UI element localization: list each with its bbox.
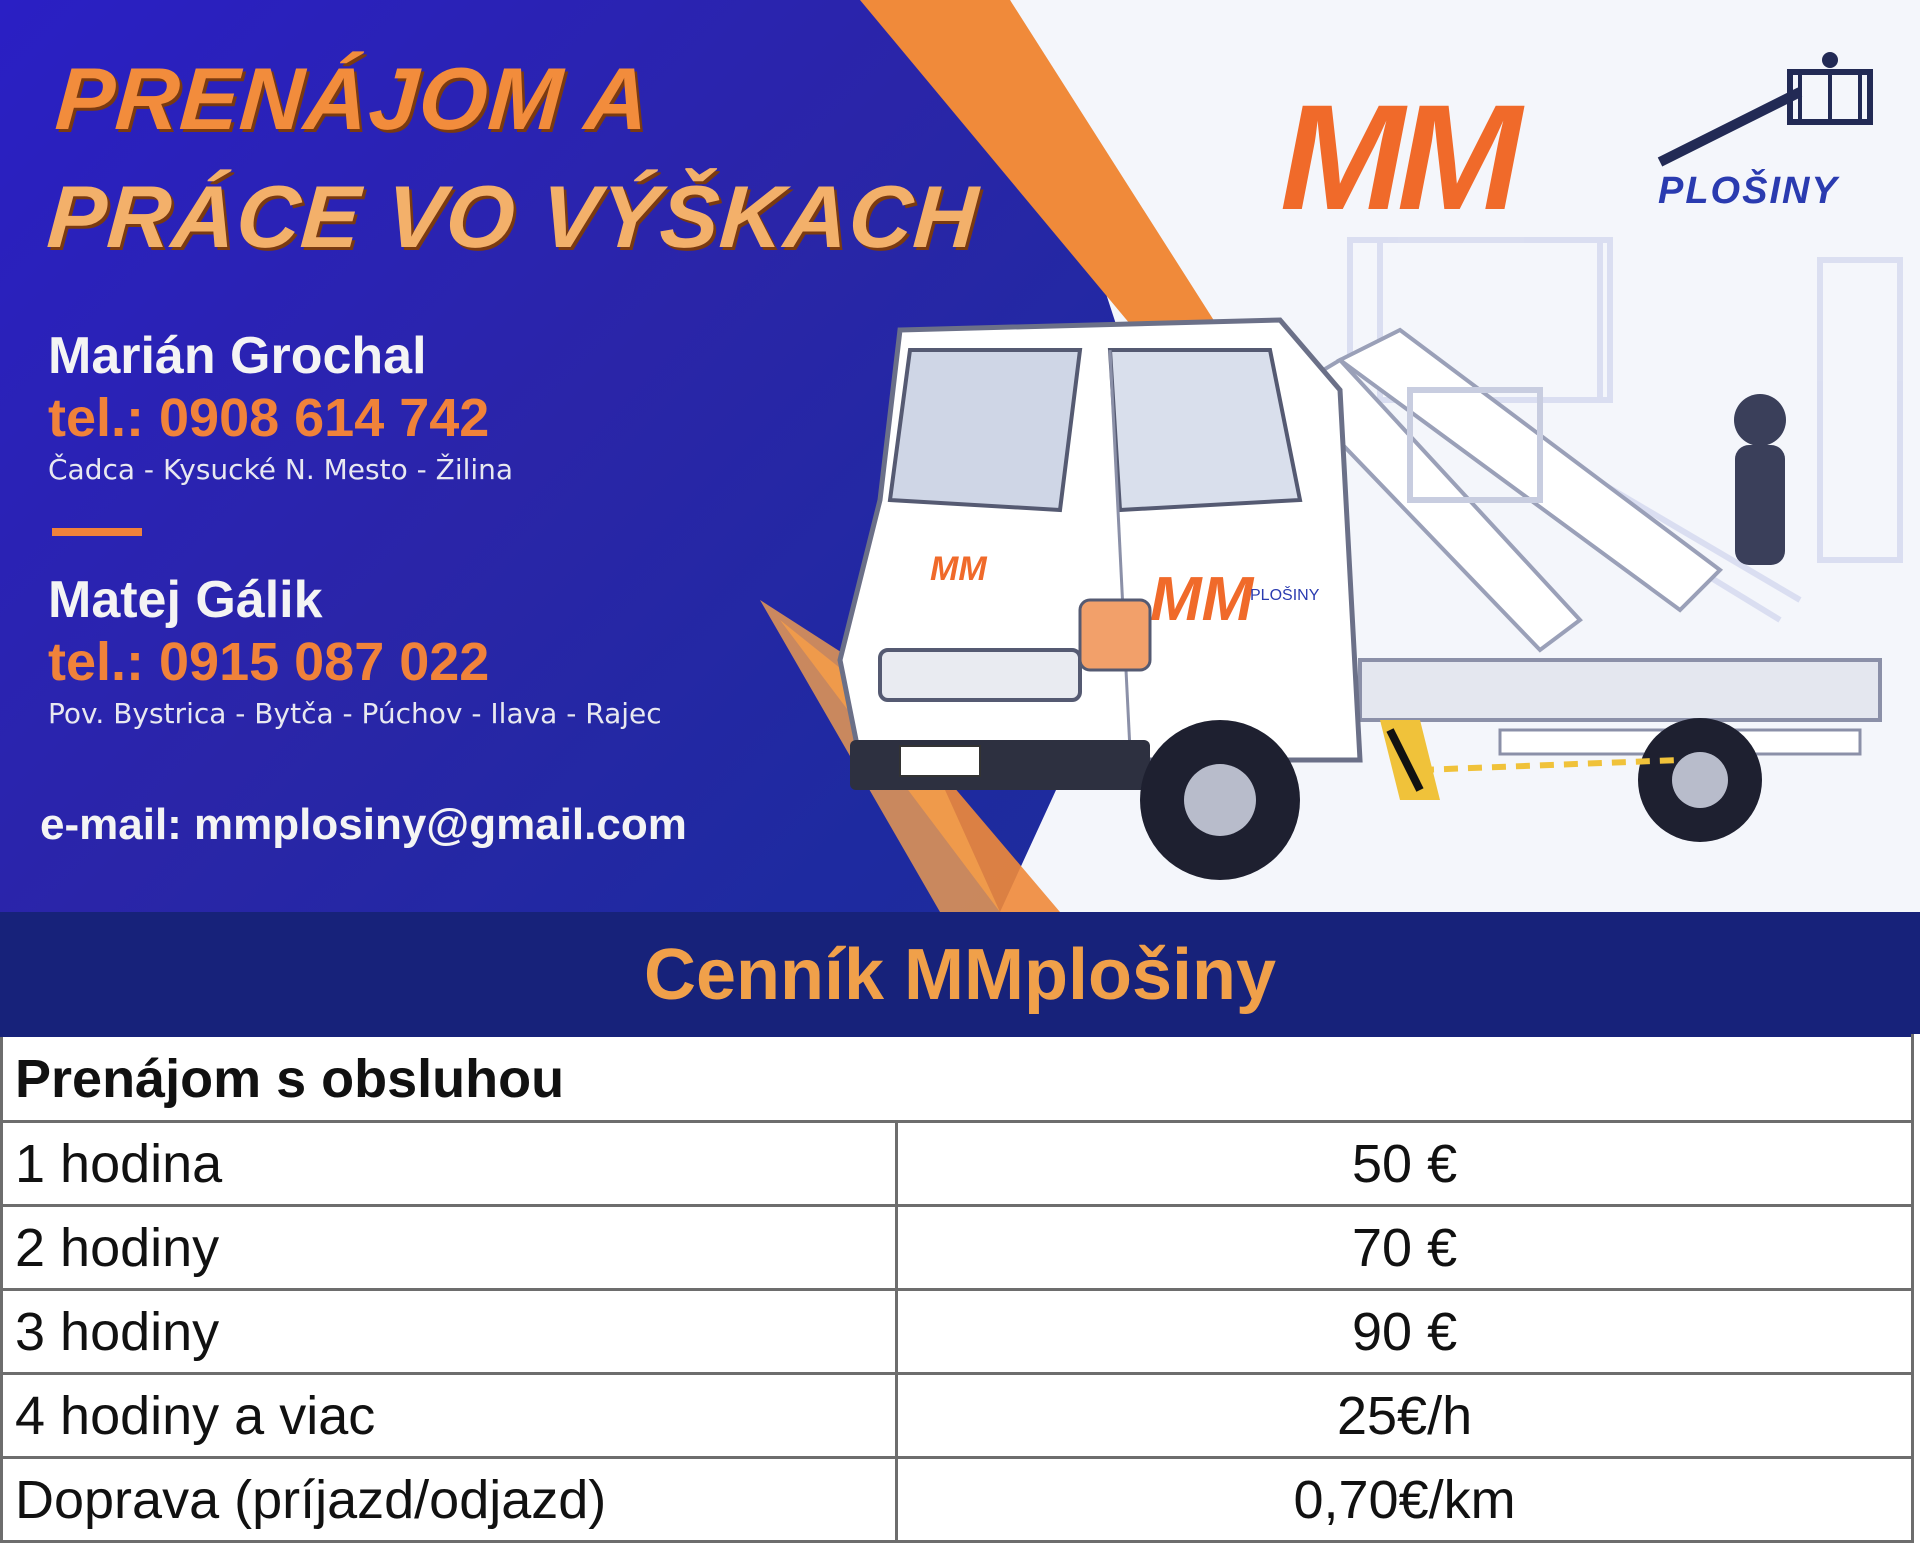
row-label: Doprava (príjazd/odjazd) bbox=[2, 1458, 897, 1542]
row-price: 70 € bbox=[897, 1206, 1913, 1290]
contact-block-1 bbox=[48, 326, 513, 490]
email-link[interactable]: e-mail: mmplosiny@gmail.com bbox=[40, 800, 687, 849]
lift-platform-icon bbox=[1650, 52, 1880, 172]
row-label: 2 hodiny bbox=[2, 1206, 897, 1290]
headline-line-1: PRENÁJOM A bbox=[52, 49, 654, 148]
table-row bbox=[2, 1122, 1913, 1206]
section-row bbox=[2, 1036, 1913, 1122]
row-label: 4 hodiny a viac bbox=[2, 1374, 897, 1458]
truck-illustration bbox=[820, 240, 1900, 900]
headline-line-2: PRÁCE VO VÝŠKACH bbox=[44, 167, 982, 266]
price-list-title: Cenník MMplošiny bbox=[643, 935, 1277, 1015]
row-price: 0,70€/km bbox=[897, 1458, 1913, 1542]
contact-phone[interactable]: tel.: 0908 614 742 bbox=[48, 388, 490, 448]
contact-area: Čadca - Kysucké N. Mesto - Žilina bbox=[48, 453, 514, 486]
svg-text:MM: MM bbox=[1150, 565, 1254, 634]
contact-name: Matej Gálik bbox=[48, 571, 323, 629]
contact-block-2 bbox=[48, 570, 662, 734]
table-row bbox=[2, 1458, 1913, 1542]
price-table bbox=[0, 1034, 1914, 1543]
logo-subtitle: PLOŠINY bbox=[1658, 170, 1839, 212]
row-label: 3 hodiny bbox=[2, 1290, 897, 1374]
svg-text:PLOŠINY: PLOŠINY bbox=[1250, 587, 1320, 604]
contact-name: Marián Grochal bbox=[48, 327, 427, 385]
table-row bbox=[2, 1206, 1913, 1290]
table-row bbox=[2, 1290, 1913, 1374]
row-price: 25€/h bbox=[897, 1374, 1913, 1458]
table-row bbox=[2, 1374, 1913, 1458]
row-price: 50 € bbox=[897, 1122, 1913, 1206]
contact-area: Pov. Bystrica - Bytča - Púchov - Ilava - Rajec bbox=[48, 697, 662, 730]
company-logo bbox=[1280, 52, 1880, 241]
row-price: 90 € bbox=[897, 1290, 1913, 1374]
section-title: Prenájom s obsluhou bbox=[2, 1036, 1913, 1122]
contact-phone[interactable]: tel.: 0915 087 022 bbox=[48, 632, 490, 692]
row-label: 1 hodina bbox=[2, 1122, 897, 1206]
divider bbox=[52, 528, 142, 536]
svg-text:MM: MM bbox=[930, 550, 987, 588]
logo-mark: MM bbox=[1280, 73, 1514, 241]
